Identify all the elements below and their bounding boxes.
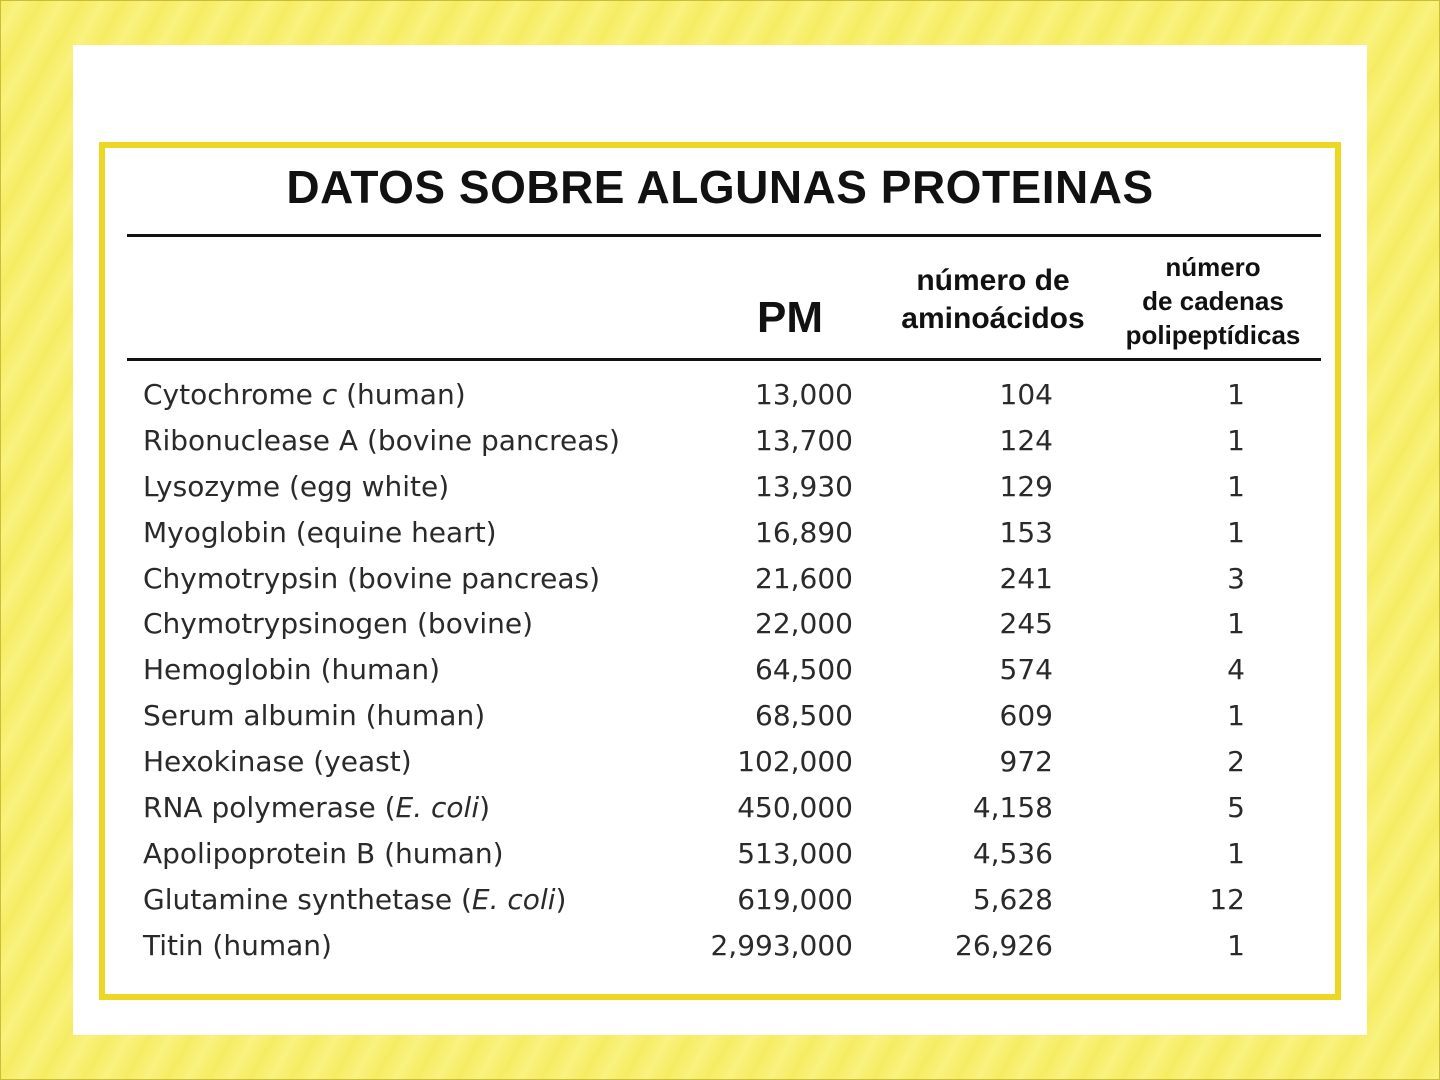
chain-count: 4 xyxy=(1227,653,1245,687)
molecular-weight: 21,600 xyxy=(755,561,853,595)
protein-name: Ribonuclease A (bovine pancreas) xyxy=(143,423,620,457)
molecular-weight: 2,993,000 xyxy=(710,928,853,962)
protein-name: Glutamine synthetase (E. coli) xyxy=(143,882,567,916)
table-row xyxy=(105,693,1335,739)
amino-acid-count: 124 xyxy=(999,423,1053,457)
header-pm: PM xyxy=(757,293,823,342)
header-cadenas xyxy=(1108,250,1318,352)
amino-acid-count: 972 xyxy=(999,745,1053,779)
molecular-weight: 619,000 xyxy=(737,882,853,916)
chain-count: 1 xyxy=(1227,423,1245,457)
molecular-weight: 68,500 xyxy=(755,699,853,733)
amino-acid-count: 5,628 xyxy=(972,882,1053,916)
protein-name: Chymotrypsin (bovine pancreas) xyxy=(143,561,601,595)
table-row xyxy=(105,510,1335,556)
header-aminoacidos xyxy=(883,262,1103,338)
table-body xyxy=(105,372,1335,969)
chain-count: 1 xyxy=(1227,928,1245,962)
molecular-weight: 22,000 xyxy=(755,607,853,641)
molecular-weight: 13,930 xyxy=(755,469,853,503)
amino-acid-count: 574 xyxy=(999,653,1053,687)
amino-acid-count: 153 xyxy=(999,515,1053,549)
amino-acid-count: 241 xyxy=(999,561,1053,595)
table-row xyxy=(105,739,1335,785)
chain-count: 12 xyxy=(1209,882,1245,916)
chain-count: 5 xyxy=(1227,791,1245,825)
chain-count: 3 xyxy=(1227,561,1245,595)
protein-name: RNA polymerase (E. coli) xyxy=(143,791,491,825)
amino-acid-count: 245 xyxy=(999,607,1053,641)
amino-acid-count: 4,158 xyxy=(972,791,1053,825)
protein-name: Hemoglobin (human) xyxy=(143,653,441,687)
table-row xyxy=(105,923,1335,969)
header-cadenas-line2: de cadenas xyxy=(1142,286,1284,316)
header-rule xyxy=(127,358,1321,361)
header-aminoacidos-line2: aminoácidos xyxy=(901,302,1085,335)
table-row xyxy=(105,556,1335,602)
table-row xyxy=(105,785,1335,831)
table-row xyxy=(105,418,1335,464)
table-title: DATOS SOBRE ALGUNAS PROTEINAS xyxy=(286,161,1154,213)
protein-name: Cytochrome c (human) xyxy=(143,378,466,411)
protein-name: Apolipoprotein B (human) xyxy=(143,836,504,870)
header-cadenas-line3: polipeptídicas xyxy=(1125,320,1301,350)
chain-count: 1 xyxy=(1227,515,1245,549)
header-aminoacidos-line1: número de xyxy=(916,264,1070,297)
protein-name: Lysozyme (egg white) xyxy=(143,469,450,503)
table-row xyxy=(105,464,1335,510)
protein-name: Myoglobin (equine heart) xyxy=(143,515,497,549)
top-rule xyxy=(127,234,1321,237)
molecular-weight: 102,000 xyxy=(737,745,853,779)
table-row xyxy=(105,831,1335,877)
molecular-weight: 450,000 xyxy=(737,791,853,825)
header-cadenas-line1: número xyxy=(1165,252,1261,282)
chain-count: 1 xyxy=(1227,378,1245,411)
molecular-weight: 13,700 xyxy=(755,423,853,457)
table-row xyxy=(105,601,1335,647)
protein-name: Serum albumin (human) xyxy=(143,699,486,733)
amino-acid-count: 104 xyxy=(999,378,1053,411)
amino-acid-count: 129 xyxy=(999,469,1053,503)
amino-acid-count: 4,536 xyxy=(972,836,1053,870)
chain-count: 1 xyxy=(1227,607,1245,641)
molecular-weight: 513,000 xyxy=(737,836,853,870)
amino-acid-count: 609 xyxy=(999,699,1053,733)
molecular-weight: 64,500 xyxy=(755,653,853,687)
molecular-weight: 13,000 xyxy=(755,378,853,411)
chain-count: 1 xyxy=(1227,469,1245,503)
chain-count: 2 xyxy=(1227,745,1245,779)
protein-name: Hexokinase (yeast) xyxy=(143,745,412,779)
protein-name: Chymotrypsinogen (bovine) xyxy=(143,607,534,641)
table-row xyxy=(105,647,1335,693)
protein-name: Titin (human) xyxy=(143,928,332,962)
chain-count: 1 xyxy=(1227,699,1245,733)
table-row xyxy=(105,372,1335,418)
amino-acid-count: 26,926 xyxy=(955,928,1053,962)
chain-count: 1 xyxy=(1227,836,1245,870)
molecular-weight: 16,890 xyxy=(755,515,853,549)
table-row xyxy=(105,877,1335,923)
protein-table xyxy=(99,142,1341,1000)
